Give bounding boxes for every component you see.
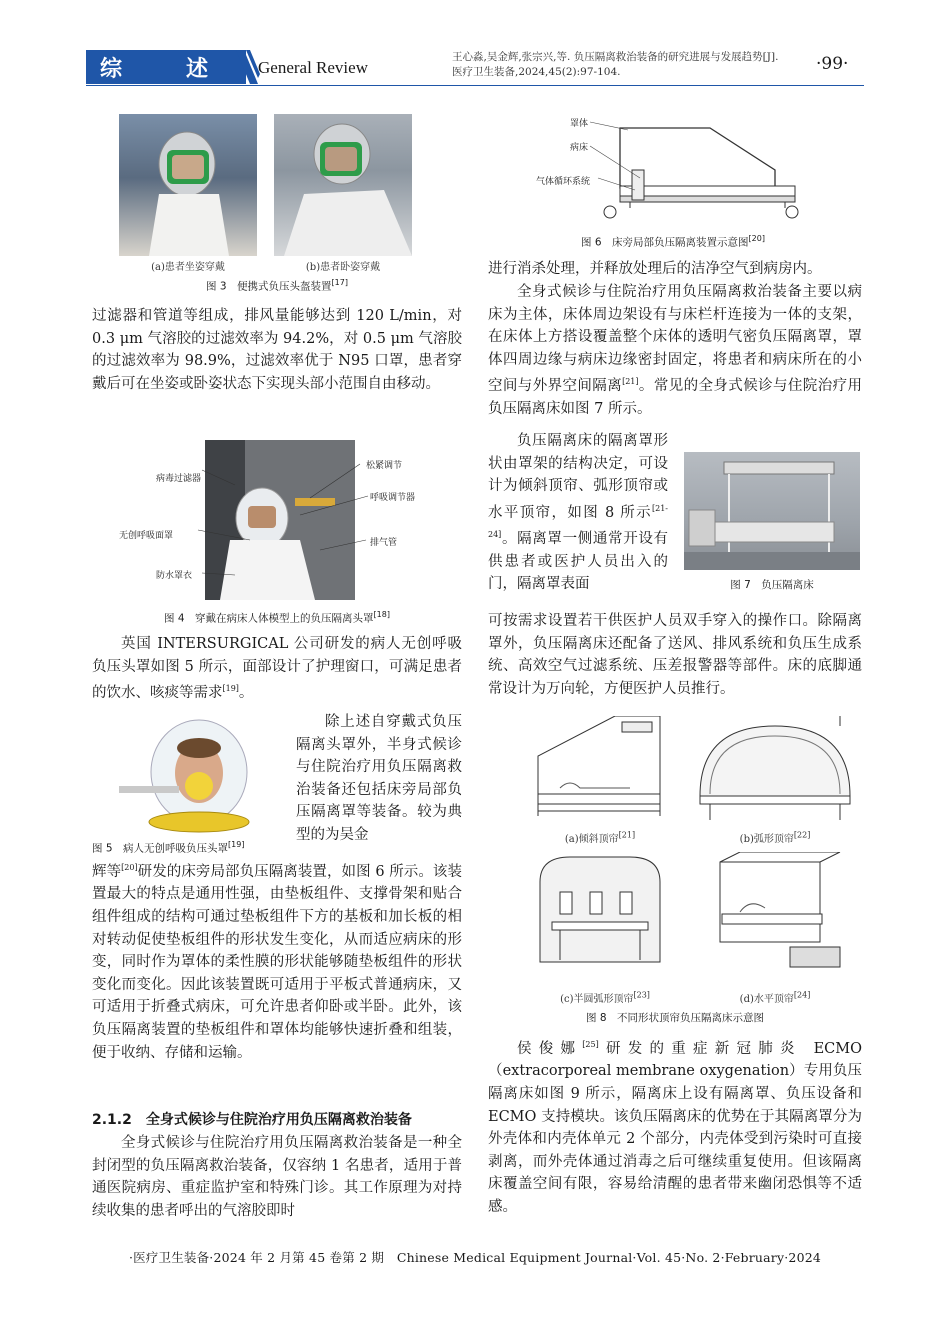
figure-8-caption: 图 8 不同形状顶帘负压隔离床示意图 (585, 1012, 765, 1024)
section-tag (86, 50, 246, 84)
figure-4-label-gown: 防水罩衣 (156, 571, 193, 581)
figure-6-label-bed: 病床 (570, 143, 589, 153)
right-paragraph-1: 进行消杀处理，并释放处理后的洁净空气到病房内。 (488, 261, 822, 277)
right-paragraph-3-main: 可按需求设置若干供医护人员双手穿入的操作口。除隔离罩外，负压隔离床还配备了送风、排风系统和负压生成系统、高效空气过滤系统、压差报警器等部件。床的底脚通常设计为万向轮，方便医护人员推行。 (488, 613, 862, 697)
figure-3b-label: (b)患者卧姿穿戴 (305, 262, 381, 273)
left-paragraph-3-main: 辉等[20]研发的床旁局部负压隔离装置，如图 6 所示。该装置最大的特点是通用性强，由垫板组件、支撑骨架和贴合组件组成的结构可通过垫板组件下方的基板和加长板的相对转动促使垫板组件的形状发生变化，从而适应病床的形变，同时作为罩体的柔性膜的形状能够随垫板组件的形状变化而变化。因此该装置既可适用于平板式普通病床，又可适用于折叠式病床，可允许患者仰卧或半卧。此外，该负压隔离装置的垫板组件和罩体均能够快速折叠和组装，便于收纳、存储和运输。 (92, 863, 462, 1061)
figure-8c-diagram (530, 852, 670, 982)
left-paragraph-3-wrap: 除上述自穿戴式负压隔离头罩外，半身式候诊与住院治疗用负压隔离救治装备还包括床旁局部负压隔离罩等装备。较为典型的为吴金 (296, 714, 462, 843)
citation-line-2: 医疗卫生装备,2024,45(2):97-104. (452, 66, 621, 78)
figure-8b-ref: [22] (793, 830, 811, 840)
figure-7-caption: 图 7 负压隔离床 (730, 579, 814, 591)
figure-5-caption: 图 5 病人无创呼吸负压头罩[19] (92, 840, 245, 855)
right-paragraph-4-ref: [25] (582, 1040, 599, 1049)
right-paragraph-3-ref: [21-24] (488, 503, 668, 540)
left-paragraph-2: 英国 INTERSURGICAL 公司研发的病人无创呼吸负压头罩如图 5 所示，面部设计了护理窗口，可满足患者的饮水、咳痰等需求[19]。 (92, 636, 462, 702)
citation-line-1: 王心淼,吴金辉,张宗兴,等. 负压隔离救治装备的研究进展与发展趋势[J]. (452, 51, 779, 63)
section-heading-2-1-2: 2.1.2 全身式候诊与住院治疗用负压隔离救治装备 (92, 1112, 412, 1128)
figure-8d-diagram (700, 852, 850, 982)
figure-7-photo (684, 452, 860, 570)
figure-4-ref: [18] (373, 610, 390, 619)
figure-4-label-exhaust: 排气管 (370, 538, 398, 548)
figure-8b-diagram (690, 716, 860, 828)
header-slash-decoration (236, 50, 260, 86)
header-rule (86, 85, 864, 86)
left-paragraph-1: 过滤器和管道等组成，排风量能够达到 120 L/min，对 0.3 μm 气溶胶的过滤效率为 94.2%，对 0.5 μm 气溶胶的过滤效率为 98.9%，过滤效率优于 N95 口罩，患者穿戴后可在坐姿或卧姿状态下实现头部小范围自由移动。 (92, 308, 462, 392)
figure-8a-diagram (520, 716, 680, 828)
figure-4-caption: 图 4 穿戴在病床人体模型上的负压隔离头罩[18] (164, 610, 390, 625)
section-title-en: General Review (258, 58, 368, 77)
right-paragraph-4: 侯俊娜[25]研发的重症新冠肺炎 ECMO（extracorporeal membrane oxygenation）专用负压隔离床如图 9 所示，隔离床上设有隔离罩、负压设备和 ECMO 支持模块。该负压隔离床的优势在于其隔离罩分为外壳体和内壳体单元 2 个部分，内壳体受到污染时可直接剥离，而外壳体通过消毒之后可继续重复使用。但该隔离床覆盖空间有限，容易给清醒的患者带来幽闭恐惧等不适感。 (488, 1040, 862, 1215)
figure-8b-label: (b)弧形顶帘[22] (739, 830, 811, 845)
section-tag-char-1: 综 (100, 57, 125, 82)
figure-8d-ref: [24] (793, 990, 811, 1000)
figure-8d-label: (d)水平顶帘[24] (739, 990, 811, 1005)
figure-3a-photo (119, 114, 257, 256)
right-paragraph-2-ref: [21] (622, 377, 639, 387)
figure-4-label-filter: 病毒过滤器 (156, 474, 202, 484)
figure-3-caption: 图 3 便携式负压头盔装置[17] (206, 278, 348, 293)
page-number: ·99· (816, 54, 849, 74)
citation (452, 50, 812, 80)
figure-5-photo (119, 718, 279, 836)
page-footer: ·医疗卫生装备·2024 年 2 月第 45 卷第 2 期 Chinese Medical Equipment Journal·Vol. 45·No. 2·February·2024 (128, 1250, 822, 1265)
right-paragraph-3-wrap: 负压隔离床的隔离罩形状由罩架的结构决定，可设计为倾斜顶帘、弧形顶帘或水平顶帘，如图 8 所示[21-24]。隔离罩一侧通常开设有供患者或医护人员出入的门，隔离罩表面 (488, 433, 668, 593)
figure-4-label-regulator: 呼吸调节器 (370, 493, 416, 503)
figure-8c-ref: [23] (633, 990, 650, 1000)
figure-3-ref: [17] (331, 278, 348, 287)
figure-8a-ref: [21] (618, 830, 636, 840)
figure-8c-label: (c)半圆弧形顶帘[23] (560, 990, 650, 1005)
figure-6-ref: [20] (748, 234, 765, 243)
section-tag-char-2: 述 (186, 57, 209, 82)
left-paragraph-2-ref: [19] (222, 684, 239, 694)
figure-3a-label: (a)患者坐姿穿戴 (151, 262, 225, 273)
right-paragraph-2: 全身式候诊与住院治疗用负压隔离救治装备主要以病床为主体，床体周边架设有与床栏杆连接为一体的支架，在床体上方搭设覆盖整个床体的透明气密负压隔离罩，罩体四周边缘与病床边缘密封固定，将患者和病床所在的小空间与外界空间隔离[21]。常见的全身式候诊与住院治疗用负压隔离床如图 7 所示。 (488, 284, 863, 417)
left-paragraph-4: 全身式候诊与住院治疗用负压隔离救治装备是一种全封闭型的负压隔离救治装备，仅容纳 1 名患者，适用于普通医院病房、重症监护室和特殊门诊。其工作原理为对持续收集的患者呼出的气溶胶即时 (92, 1135, 462, 1219)
figure-3b-photo (274, 114, 412, 256)
figure-4-label-strap: 松紧调节 (366, 461, 403, 471)
left-paragraph-3-ref: [20] (121, 863, 138, 872)
figure-6-label-gas-system: 气体循环系统 (536, 177, 591, 187)
figure-6-caption: 图 6 床旁局部负压隔离装置示意图[20] (581, 234, 765, 249)
figure-5-ref: [19] (228, 840, 245, 849)
figure-8a-label: (a)倾斜顶帘[21] (564, 830, 636, 845)
figure-4-label-mask: 无创呼吸面罩 (119, 531, 174, 541)
figure-6-label-cover: 罩体 (570, 119, 589, 129)
